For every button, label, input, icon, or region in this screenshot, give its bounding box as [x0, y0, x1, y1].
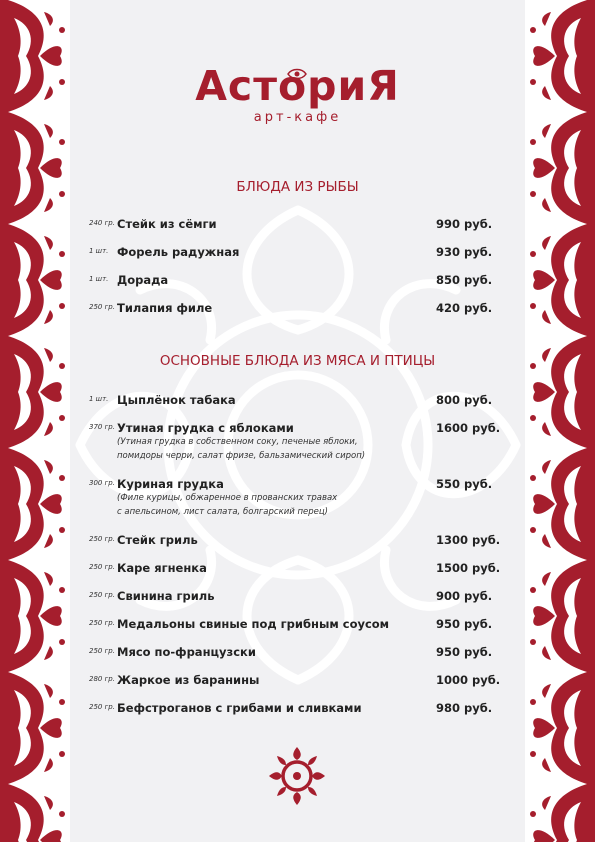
item-weight: 250 гр.: [89, 647, 115, 655]
item-weight: 240 гр.: [89, 219, 115, 227]
item-price: 990 руб.: [436, 217, 493, 231]
item-description: (Утиная грудка в собственном соку, печеные яблоки,: [117, 437, 358, 447]
brand-title: АсториЯ: [195, 62, 400, 110]
item-price: 1500 руб.: [436, 561, 501, 575]
item-name: Каре ягненка: [117, 561, 207, 575]
item-price: 850 руб.: [436, 273, 493, 287]
item-description: (Филе курицы, обжаренное в прованских травах: [117, 493, 338, 503]
item-price: 1000 руб.: [436, 673, 501, 687]
item-weight: 250 гр.: [89, 563, 115, 571]
right-ornament-border: [525, 0, 595, 842]
item-weight: 250 гр.: [89, 591, 115, 599]
section-title-meat: ОСНОВНЫЕ БЛЮДА ИЗ МЯСА И ПТИЦЫ: [159, 353, 436, 369]
item-weight: 1 шт.: [89, 275, 109, 283]
item-weight: 300 гр.: [89, 479, 115, 487]
item-name: Жаркое из баранины: [117, 673, 260, 687]
item-price: 930 руб.: [436, 245, 493, 259]
item-name: Форель радужная: [117, 245, 240, 259]
item-weight: 1 шт.: [89, 395, 109, 403]
item-name: Бефстроганов с грибами и сливками: [117, 701, 362, 715]
item-weight: 250 гр.: [89, 535, 115, 543]
item-weight: 250 гр.: [89, 703, 115, 711]
section-title-fish: БЛЮДА ИЗ РЫБЫ: [236, 179, 359, 195]
item-price: 800 руб.: [436, 393, 493, 407]
item-name: Куриная грудка: [117, 477, 224, 491]
item-name: Стейк из сёмги: [117, 217, 217, 231]
item-price: 1300 руб.: [436, 533, 501, 547]
item-name: Мясо по-французски: [117, 645, 256, 659]
left-ornament-border: [0, 0, 70, 842]
item-name: Стейк гриль: [117, 533, 198, 547]
item-name: Медальоны свиные под грибным соусом: [117, 617, 390, 631]
item-name: Дорада: [117, 273, 169, 287]
item-price: 950 руб.: [436, 617, 493, 631]
item-weight: 280 гр.: [89, 675, 115, 683]
brand-subtitle: арт-кафе: [253, 110, 342, 125]
item-price: 980 руб.: [436, 701, 493, 715]
item-price: 1600 руб.: [436, 421, 501, 435]
item-name: Утиная грудка с яблоками: [117, 421, 294, 435]
item-price: 950 руб.: [436, 645, 493, 659]
item-weight: 250 гр.: [89, 303, 115, 311]
item-name: Тилапия филе: [117, 301, 213, 315]
rosette-emblem: [267, 745, 327, 807]
item-price: 900 руб.: [436, 589, 493, 603]
item-weight: 1 шт.: [89, 247, 109, 255]
item-name: Цыплёнок табака: [117, 393, 236, 407]
item-weight: 370 гр.: [89, 423, 115, 431]
item-name: Свинина гриль: [117, 589, 215, 603]
item-description: с апельсином, лист салата, болгарский перец): [117, 507, 328, 517]
item-price: 550 руб.: [436, 477, 493, 491]
item-description: помидоры черри, салат фризе, бальзамический сироп): [117, 451, 366, 461]
menu-content: [70, 0, 525, 842]
item-price: 420 руб.: [436, 301, 493, 315]
item-weight: 250 гр.: [89, 619, 115, 627]
